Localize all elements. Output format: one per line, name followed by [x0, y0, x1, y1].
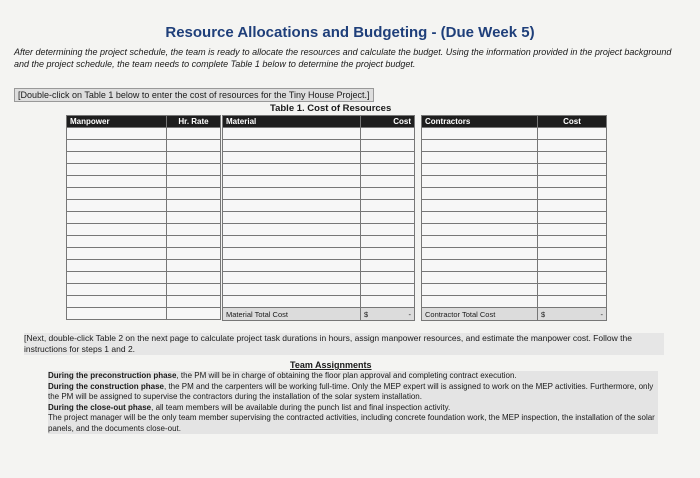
team-assignments-list — [48, 371, 658, 434]
manpower-cell[interactable] — [167, 188, 221, 200]
contractor-row[interactable] — [422, 236, 607, 248]
manpower-cell[interactable] — [67, 308, 167, 320]
material-total-currency: $ — [364, 309, 369, 319]
manpower-cell[interactable] — [67, 188, 167, 200]
material-row[interactable] — [223, 140, 415, 152]
material-cell[interactable] — [361, 164, 415, 176]
manpower-row[interactable] — [67, 236, 221, 248]
contractor-row[interactable] — [422, 296, 607, 308]
hr-rate-header: Hr. Rate — [167, 116, 221, 128]
contractor-cell[interactable] — [422, 128, 538, 140]
manpower-row[interactable] — [67, 140, 221, 152]
contractor-cell[interactable] — [422, 212, 538, 224]
contractor-cell[interactable] — [422, 176, 538, 188]
material-row[interactable] — [223, 200, 415, 212]
material-cell[interactable] — [361, 128, 415, 140]
material-cell[interactable] — [361, 212, 415, 224]
contractor-row[interactable] — [422, 140, 607, 152]
material-cell[interactable] — [223, 224, 361, 236]
material-cell[interactable] — [361, 224, 415, 236]
manpower-cell[interactable] — [67, 164, 167, 176]
manpower-row[interactable] — [67, 308, 221, 320]
manpower-cell[interactable] — [167, 272, 221, 284]
material-row[interactable] — [223, 164, 415, 176]
contractor-row[interactable] — [422, 248, 607, 260]
contractor-cell[interactable] — [538, 140, 607, 152]
material-cell[interactable] — [223, 212, 361, 224]
contractor-cell[interactable] — [538, 284, 607, 296]
contractor-row[interactable] — [422, 152, 607, 164]
material-total-label: Material Total Cost — [223, 308, 361, 321]
manpower-cell[interactable] — [67, 236, 167, 248]
intro-paragraph: After determining the project schedule, the team is ready to allocate the resources and calculate the budget. Using the information provided in the project background and the project schedule, the team needs to complete Table 1 below to determine the project budget. — [14, 47, 672, 69]
material-cell[interactable] — [361, 260, 415, 272]
contractor-row[interactable] — [422, 212, 607, 224]
contractor-row[interactable] — [422, 260, 607, 272]
contractor-cell[interactable] — [538, 248, 607, 260]
contractor-cell[interactable] — [538, 128, 607, 140]
manpower-cell[interactable] — [167, 308, 221, 320]
contractor-cell[interactable] — [538, 200, 607, 212]
manpower-cell[interactable] — [67, 296, 167, 308]
manpower-row[interactable] — [67, 248, 221, 260]
material-row[interactable] — [223, 128, 415, 140]
material-cost-header: Cost — [361, 116, 415, 128]
contractor-total-value[interactable] — [538, 308, 607, 321]
manpower-cell[interactable] — [67, 284, 167, 296]
contractor-cell[interactable] — [538, 212, 607, 224]
contractor-cell[interactable] — [538, 224, 607, 236]
material-total-dash: - — [408, 309, 411, 319]
team-assignments-heading: Team Assignments — [290, 360, 372, 370]
manpower-cell[interactable] — [67, 260, 167, 272]
table2-instruction: [Next, double-click Table 2 on the next page to calculate project task durations in hours, assign manpower resources, and estimate the manpower cost. Follow the instructions for steps 1 and 2. — [24, 333, 664, 355]
material-row[interactable] — [223, 248, 415, 260]
contractor-row[interactable] — [422, 272, 607, 284]
manpower-cell[interactable] — [167, 200, 221, 212]
manpower-cell[interactable] — [167, 140, 221, 152]
material-cell[interactable] — [361, 284, 415, 296]
material-row[interactable] — [223, 212, 415, 224]
contractor-cell[interactable] — [422, 260, 538, 272]
manpower-row[interactable] — [67, 296, 221, 308]
manpower-cell[interactable] — [67, 200, 167, 212]
contractor-total-label: Contractor Total Cost — [422, 308, 538, 321]
material-cell[interactable] — [223, 140, 361, 152]
contractors-cost-header: Cost — [538, 116, 607, 128]
material-cell[interactable] — [223, 188, 361, 200]
contractor-cell[interactable] — [422, 272, 538, 284]
contractor-total-dash: - — [600, 309, 603, 319]
contractors-header: Contractors — [422, 116, 538, 128]
material-cell[interactable] — [223, 296, 361, 308]
contractor-row[interactable] — [422, 188, 607, 200]
assignment-item: During the construction phase, the PM and the carpenters will be working full-time. Only the MEP expert will is assigned to work on the MEP activities. Furthermore, only the PM will be assigned to supervise the contractors during the installation of the solar system installation. — [48, 381, 654, 401]
manpower-header: Manpower — [67, 116, 167, 128]
manpower-cell[interactable] — [67, 128, 167, 140]
contractor-row[interactable] — [422, 200, 607, 212]
material-row[interactable] — [223, 296, 415, 308]
material-row[interactable] — [223, 152, 415, 164]
manpower-cell[interactable] — [167, 236, 221, 248]
material-cell[interactable] — [361, 236, 415, 248]
material-cell[interactable] — [361, 140, 415, 152]
manpower-cell[interactable] — [67, 272, 167, 284]
assignment-item: The project manager will be the only team member supervising the contracted activities, including concrete foundation work, the MEP inspection, the installation of the solar panels, and the documents close-out. — [48, 413, 655, 433]
contractor-row[interactable] — [422, 284, 607, 296]
material-cell[interactable] — [223, 128, 361, 140]
contractor-cell[interactable] — [422, 248, 538, 260]
contractor-cell[interactable] — [538, 176, 607, 188]
contractor-row[interactable] — [422, 164, 607, 176]
manpower-cell[interactable] — [167, 212, 221, 224]
contractor-cell[interactable] — [422, 188, 538, 200]
contractor-cell[interactable] — [538, 236, 607, 248]
manpower-cell[interactable] — [167, 224, 221, 236]
material-cell[interactable] — [223, 260, 361, 272]
manpower-cell[interactable] — [167, 152, 221, 164]
manpower-row[interactable] — [67, 200, 221, 212]
manpower-row[interactable] — [67, 188, 221, 200]
material-cell[interactable] — [223, 176, 361, 188]
material-header: Material — [223, 116, 361, 128]
contractor-total-currency: $ — [541, 309, 546, 319]
material-total-value[interactable] — [361, 308, 415, 321]
manpower-cell[interactable] — [167, 248, 221, 260]
material-row[interactable] — [223, 272, 415, 284]
material-cell[interactable] — [223, 200, 361, 212]
manpower-cell[interactable] — [67, 176, 167, 188]
material-cell[interactable] — [361, 152, 415, 164]
manpower-cell[interactable] — [167, 284, 221, 296]
contractor-cell[interactable] — [538, 260, 607, 272]
contractor-cell[interactable] — [422, 164, 538, 176]
manpower-cell[interactable] — [167, 128, 221, 140]
table1-instruction: [Double-click on Table 1 below to enter the cost of resources for the Tiny House Project.] — [14, 88, 374, 102]
contractor-cell[interactable] — [538, 296, 607, 308]
manpower-row[interactable] — [67, 212, 221, 224]
manpower-cell[interactable] — [67, 248, 167, 260]
contractor-cell[interactable] — [422, 284, 538, 296]
material-cell[interactable] — [361, 296, 415, 308]
material-cell[interactable] — [361, 176, 415, 188]
manpower-cell[interactable] — [67, 152, 167, 164]
contractor-cell[interactable] — [538, 164, 607, 176]
material-cell[interactable] — [223, 272, 361, 284]
contractor-row[interactable] — [422, 224, 607, 236]
manpower-row[interactable] — [67, 152, 221, 164]
manpower-cell[interactable] — [167, 260, 221, 272]
material-cell[interactable] — [361, 188, 415, 200]
manpower-row[interactable] — [67, 164, 221, 176]
material-cell[interactable] — [223, 152, 361, 164]
material-cell[interactable] — [223, 236, 361, 248]
contractor-cell[interactable] — [422, 236, 538, 248]
manpower-row[interactable] — [67, 272, 221, 284]
manpower-row[interactable] — [67, 284, 221, 296]
material-row[interactable] — [223, 284, 415, 296]
contractor-cell[interactable] — [422, 224, 538, 236]
manpower-row[interactable] — [67, 224, 221, 236]
manpower-cell[interactable] — [67, 224, 167, 236]
material-cell[interactable] — [223, 164, 361, 176]
contractor-cell[interactable] — [538, 152, 607, 164]
manpower-table[interactable] — [66, 115, 221, 320]
manpower-row[interactable] — [67, 260, 221, 272]
material-cell[interactable] — [223, 284, 361, 296]
material-table[interactable] — [222, 115, 415, 321]
manpower-cell[interactable] — [67, 140, 167, 152]
contractor-cell[interactable] — [422, 140, 538, 152]
material-row[interactable] — [223, 176, 415, 188]
assignment-item: During the close-out phase, all team members will be available during the punch list and final inspection activity. — [48, 402, 451, 412]
page-title: Resource Allocations and Budgeting - (Due Week 5) — [165, 24, 535, 41]
contractors-table[interactable] — [421, 115, 607, 321]
assignment-item: During the preconstruction phase, the PM will be in charge of obtaining the floor plan approval and completing contract execution. — [48, 371, 517, 380]
manpower-row[interactable] — [67, 128, 221, 140]
manpower-cell[interactable] — [167, 296, 221, 308]
manpower-cell[interactable] — [67, 212, 167, 224]
contractor-cell[interactable] — [422, 296, 538, 308]
material-cell[interactable] — [361, 272, 415, 284]
material-cell[interactable] — [223, 248, 361, 260]
material-cell[interactable] — [361, 200, 415, 212]
material-cell[interactable] — [361, 248, 415, 260]
manpower-cell[interactable] — [167, 164, 221, 176]
contractor-cell[interactable] — [422, 200, 538, 212]
table-caption: Table 1. Cost of Resources — [270, 103, 392, 114]
material-row[interactable] — [223, 236, 415, 248]
manpower-cell[interactable] — [167, 176, 221, 188]
contractor-row[interactable] — [422, 128, 607, 140]
contractor-cell[interactable] — [422, 152, 538, 164]
contractor-cell[interactable] — [538, 188, 607, 200]
contractor-cell[interactable] — [538, 272, 607, 284]
material-row[interactable] — [223, 188, 415, 200]
material-row[interactable] — [223, 224, 415, 236]
manpower-row[interactable] — [67, 176, 221, 188]
contractor-row[interactable] — [422, 176, 607, 188]
material-row[interactable] — [223, 260, 415, 272]
